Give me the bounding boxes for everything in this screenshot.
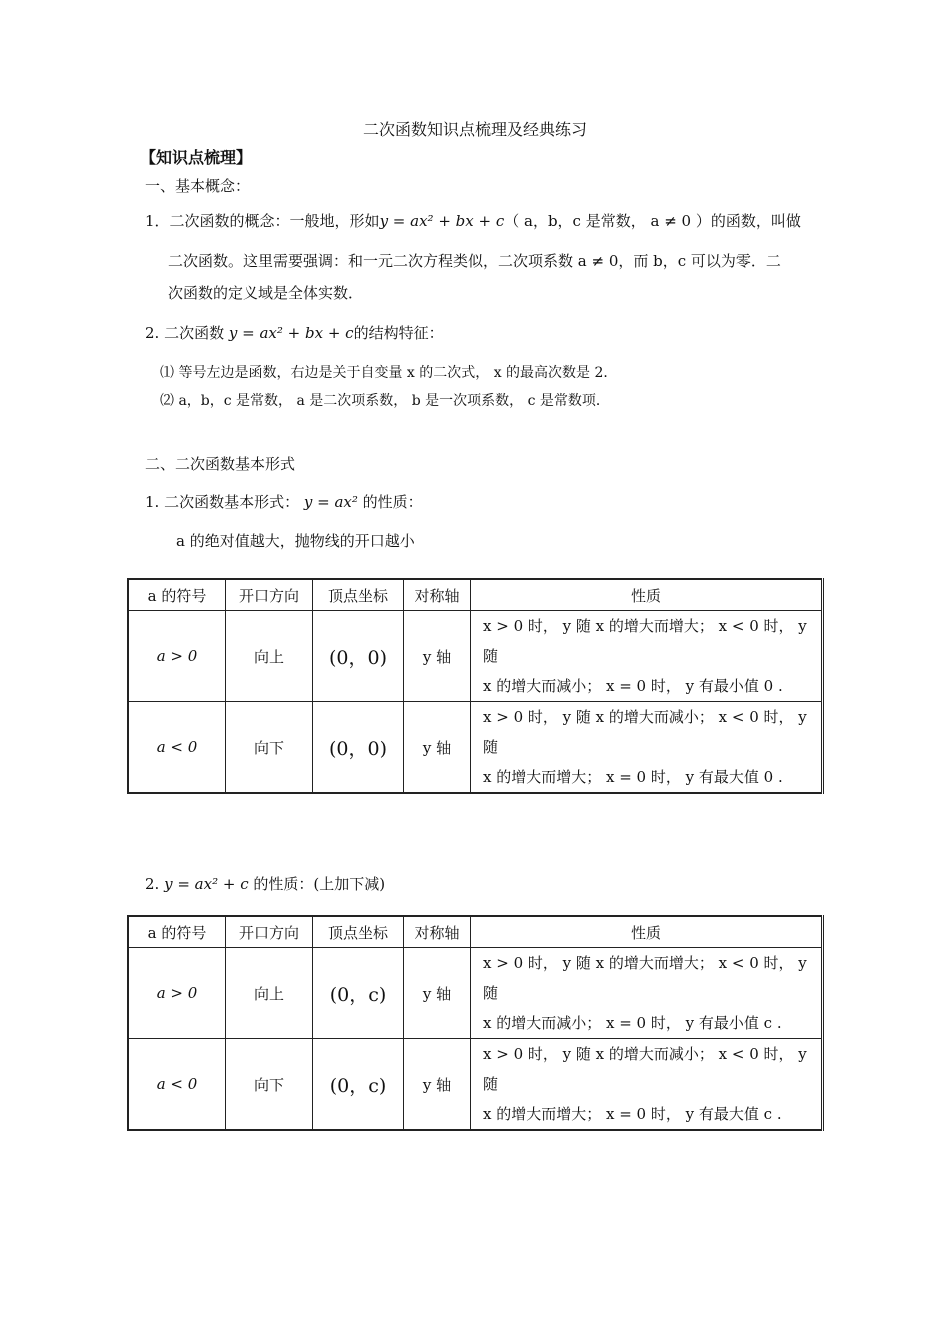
cell-direction: 向上	[226, 948, 313, 1039]
cell-property	[471, 702, 823, 794]
formula: y = ax²	[303, 493, 358, 511]
cell-axis: y 轴	[404, 948, 471, 1039]
item-text-cont: （ a，b，c 是常数， a ≠ 0 ）的函数，叫做	[504, 212, 801, 230]
cell-property	[471, 611, 823, 702]
header-sign: a 的符号	[128, 916, 226, 948]
table-row	[128, 1039, 823, 1131]
cell-sign: a < 0	[128, 702, 226, 794]
property-line: x > 0 时， y 随 x 的增大而增大； x < 0 时， y 随	[483, 954, 807, 1002]
cell-sign: a > 0	[128, 611, 226, 702]
item-number: 1.	[145, 493, 160, 511]
part2-item1-line	[145, 491, 423, 512]
cell-vertex: (0，0)	[313, 702, 404, 794]
item-number: 2.	[145, 324, 160, 342]
header-vertex: 顶点坐标	[313, 579, 404, 611]
item-text: 二次函数	[164, 324, 225, 342]
part2-item2-line	[145, 873, 385, 894]
header-direction: 开口方向	[226, 579, 313, 611]
cell-axis: y 轴	[404, 1039, 471, 1131]
part1-sub1	[160, 362, 617, 382]
cell-vertex: (0，c)	[313, 948, 404, 1039]
header-sign: a 的符号	[128, 579, 226, 611]
cell-axis: y 轴	[404, 702, 471, 794]
property-line: x 的增大而减小； x = 0 时， y 有最小值 c .	[483, 1014, 782, 1032]
cell-direction: 向上	[226, 611, 313, 702]
property-line: x > 0 时， y 随 x 的增大而增大； x < 0 时， y 随	[483, 617, 807, 665]
part1-item1-line1	[145, 210, 801, 231]
formula: y = ax² + bx + c	[228, 324, 354, 342]
header-vertex: 顶点坐标	[313, 916, 404, 948]
part1-item1-line3: 次函数的定义域是全体实数．	[168, 284, 364, 302]
property-line: x 的增大而减小； x = 0 时， y 有最小值 0 .	[483, 677, 783, 695]
cell-vertex: (0，c)	[313, 1039, 404, 1131]
formula: y = ax² + c	[164, 875, 249, 893]
properties-table-2	[127, 915, 824, 1131]
item-text-cont: 的结构特征：	[353, 324, 444, 342]
table-header-row	[128, 916, 823, 948]
sub-text: 等号左边是函数，右边是关于自变量 x 的二次式， x 的最高次数是 2．	[178, 365, 618, 381]
cell-vertex: (0，0)	[313, 611, 404, 702]
property-line: x 的增大而增大； x = 0 时， y 有最大值 c .	[483, 1105, 782, 1123]
table-row	[128, 702, 823, 794]
cell-direction: 向下	[226, 702, 313, 794]
table-header-row	[128, 579, 823, 611]
table-row	[128, 948, 823, 1039]
cell-sign: a < 0	[128, 1039, 226, 1131]
sub-text: a，b，c 是常数， a 是二次项系数， b 是一次项系数， c 是常数项．	[178, 393, 610, 409]
header-direction: 开口方向	[226, 916, 313, 948]
cell-axis: y 轴	[404, 611, 471, 702]
item-text-cont: 的性质：	[362, 493, 423, 511]
part1-item2-line	[145, 322, 444, 343]
section-label: 【知识点梳理】	[140, 148, 253, 167]
cell-direction: 向下	[226, 1039, 313, 1131]
table-row	[128, 611, 823, 702]
header-axis: 对称轴	[404, 579, 471, 611]
document-title: 二次函数知识点梳理及经典练习	[362, 120, 587, 139]
property-line: x > 0 时， y 随 x 的增大而减小； x < 0 时， y 随	[483, 708, 807, 756]
cell-property	[471, 948, 823, 1039]
sub-number: ⑴	[160, 365, 174, 381]
formula: y = ax² + bx + c	[379, 212, 505, 230]
part1-item1-line2: 二次函数。这里需要强调：和一元二次方程类似，二次项系数 a ≠ 0，而 b，c 可以为零．二	[168, 252, 781, 270]
item-text: 二次函数的概念：一般地，形如	[169, 212, 380, 230]
property-line: x > 0 时， y 随 x 的增大而减小； x < 0 时， y 随	[483, 1045, 807, 1093]
header-property: 性质	[471, 579, 823, 611]
part2-note: a 的绝对值越大，抛物线的开口越小	[176, 532, 415, 550]
part1-sub2	[160, 390, 610, 410]
properties-table-1	[127, 578, 824, 794]
cell-sign: a > 0	[128, 948, 226, 1039]
header-property: 性质	[471, 916, 823, 948]
part2-heading: 二、二次函数基本形式	[145, 455, 296, 473]
item-text: 二次函数基本形式：	[164, 493, 300, 511]
cell-property	[471, 1039, 823, 1131]
part1-heading: 一、基本概念：	[145, 177, 251, 195]
property-line: x 的增大而增大； x = 0 时， y 有最大值 0 .	[483, 768, 783, 786]
item-text-cont: 的性质：(上加下减)	[253, 875, 386, 893]
sub-number: ⑵	[160, 393, 174, 409]
item-number: 2.	[145, 875, 160, 893]
item-number: 1．	[145, 212, 170, 230]
header-axis: 对称轴	[404, 916, 471, 948]
